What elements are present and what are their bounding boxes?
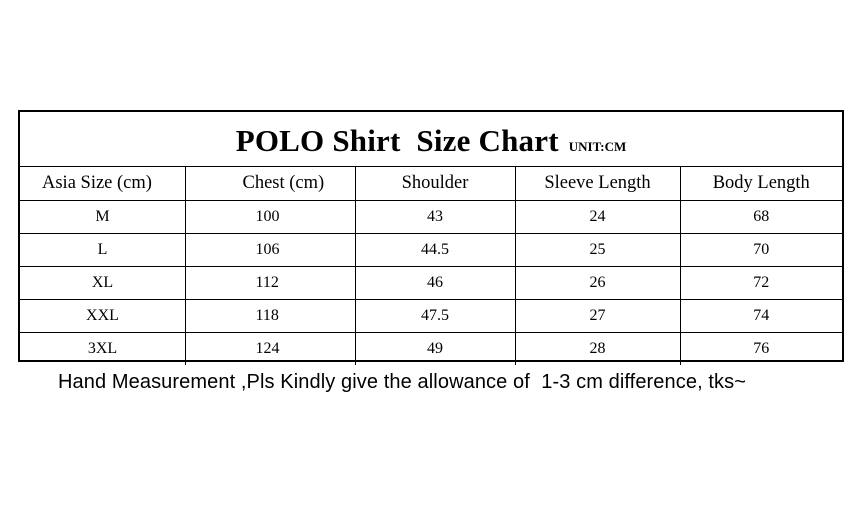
cell-chest: 100 — [185, 200, 355, 233]
table-row — [20, 233, 842, 266]
cell-size — [20, 233, 185, 266]
cell-chest: 106 — [185, 233, 355, 266]
cell-size-text: XL — [91, 273, 114, 291]
header-row — [20, 167, 842, 200]
table-row — [20, 299, 842, 332]
cell-size-text: 3XL — [87, 339, 118, 357]
cell-size-text: L — [97, 240, 108, 258]
table-row — [20, 200, 842, 233]
table-row — [20, 266, 842, 299]
cell-sleeve-length: 27 — [515, 299, 680, 332]
size-chart — [18, 110, 844, 362]
column-header-size: Asia Size (cm) — [20, 167, 185, 200]
cell-size — [20, 332, 185, 365]
cell-body-length: 68 — [680, 200, 842, 233]
cell-shoulder: 43 — [355, 200, 515, 233]
cell-shoulder: 49 — [355, 332, 515, 365]
cell-body-length: 70 — [680, 233, 842, 266]
cell-chest: 118 — [185, 299, 355, 332]
cell-sleeve-length: 25 — [515, 233, 680, 266]
cell-body-length: 72 — [680, 266, 842, 299]
cell-sleeve-length: 24 — [515, 200, 680, 233]
cell-chest: 124 — [185, 332, 355, 365]
column-header-shoulder: Shoulder — [355, 167, 515, 200]
size-table — [20, 167, 842, 365]
cell-size — [20, 299, 185, 332]
cell-chest: 112 — [185, 266, 355, 299]
column-header-chest: Chest (cm) — [185, 167, 355, 200]
chart-title: POLO Shirt Size Chart — [235, 123, 559, 158]
measurement-note: Hand Measurement ,Pls Kindly give the allowance of 1-3 cm difference, tks~ — [58, 371, 747, 393]
cell-shoulder: 46 — [355, 266, 515, 299]
table-row — [20, 332, 842, 365]
cell-size-text: XXL — [86, 306, 119, 324]
cell-body-length: 76 — [753, 339, 770, 357]
title-row — [20, 112, 842, 167]
cell-body-length: 74 — [680, 299, 842, 332]
cell-shoulder: 44.5 — [355, 233, 515, 266]
column-header-body-length: Body Length — [680, 167, 842, 200]
column-header-sleeve-length: Sleeve Length — [515, 167, 680, 200]
cell-size — [20, 266, 185, 299]
cell-sleeve-length: 26 — [515, 266, 680, 299]
cell-sleeve-length: 28 — [515, 332, 680, 365]
unit-label: UNIT:CM — [568, 139, 627, 154]
cell-size-text: M — [95, 207, 110, 225]
cell-shoulder: 47.5 — [355, 299, 515, 332]
cell-size — [20, 200, 185, 233]
